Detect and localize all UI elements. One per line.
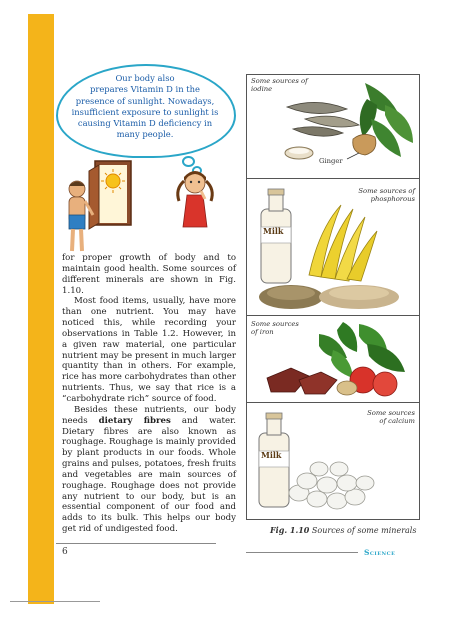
panel-iodine: [246, 74, 420, 179]
subject-label: Science: [364, 548, 396, 557]
caption-line: Some sources of: [358, 187, 415, 195]
bubble-line: prepares Vitamin D in the: [89, 84, 201, 95]
milk-label: Milk: [263, 226, 284, 236]
paragraph-text: Besides these nutrients, our body needs: [62, 404, 236, 426]
panel-iron: [246, 315, 420, 403]
caption-line: phosphorous: [370, 195, 415, 203]
bubble-line: many people.: [116, 129, 174, 140]
page-edge-bar: [28, 14, 54, 604]
bubble-line: insufficient exposure to sunlight is: [71, 106, 219, 117]
caption-line: Some sources of: [251, 77, 308, 85]
bubble-line: causing Vitamin D deficiency in: [77, 118, 213, 129]
caption-line: Some sources: [367, 409, 415, 417]
body-text: [62, 253, 236, 535]
thought-bubble-text: [64, 73, 226, 141]
caption-ginger: Ginger: [319, 157, 343, 165]
bubble-line: Our body also: [115, 73, 175, 83]
page-number: 6: [62, 547, 68, 557]
paragraph: for proper growth of body and to maintain good health. Some sources of different minerals are shown in Fig. 1.10.: [62, 253, 236, 296]
bubble-line: presence of sunlight. Nowadays,: [75, 95, 215, 106]
caption-iodine: [251, 77, 308, 93]
paragraph-text: and water. Dietary fibres are also known as roughage. Roughage is mainly provided by plant products in our foods. Whole grains and pulses, potatoes, fresh fruits and vegetables are main sources of roughage. Roughage does not provide any nutrient to our body, but is an essential component of our food and adds to its bulk. This helps our body get rid of undigested food.: [62, 415, 236, 535]
panel-phosphorous: [246, 178, 420, 316]
bottom-rule: [10, 601, 100, 602]
milk-label: Milk: [261, 450, 282, 460]
caption-line: of calcium: [379, 417, 415, 425]
children-sunlight-illustration: [55, 155, 245, 255]
caption-calcium: [367, 409, 415, 425]
caption-phosphorous: [358, 187, 415, 203]
caption-line: Some sources: [251, 320, 299, 328]
caption-line: iodine: [251, 85, 273, 93]
panel-calcium: [246, 402, 420, 520]
bold-term: dietary fibres: [98, 415, 171, 426]
paragraph: [62, 405, 236, 535]
figure-caption: [270, 525, 416, 535]
paragraph: Most food items, usually, have more than one nutrient. You may have noticed this, while recording your observations in Table 1.2. However, in a given raw material, one particular nutrient may be present in much larger quantity than in others. For example, rice has more carbohydrates than other nutrients. Thus, we say that rice is a “carbohydrate rich” source of food.: [62, 296, 236, 404]
caption-iron: [251, 320, 299, 336]
footer-rule: [246, 552, 358, 553]
figure-caption-text: Sources of some minerals: [309, 526, 417, 535]
footer-rule: [56, 543, 216, 544]
caption-line: of iron: [251, 328, 274, 336]
figure-number: Fig. 1.10: [270, 525, 310, 535]
